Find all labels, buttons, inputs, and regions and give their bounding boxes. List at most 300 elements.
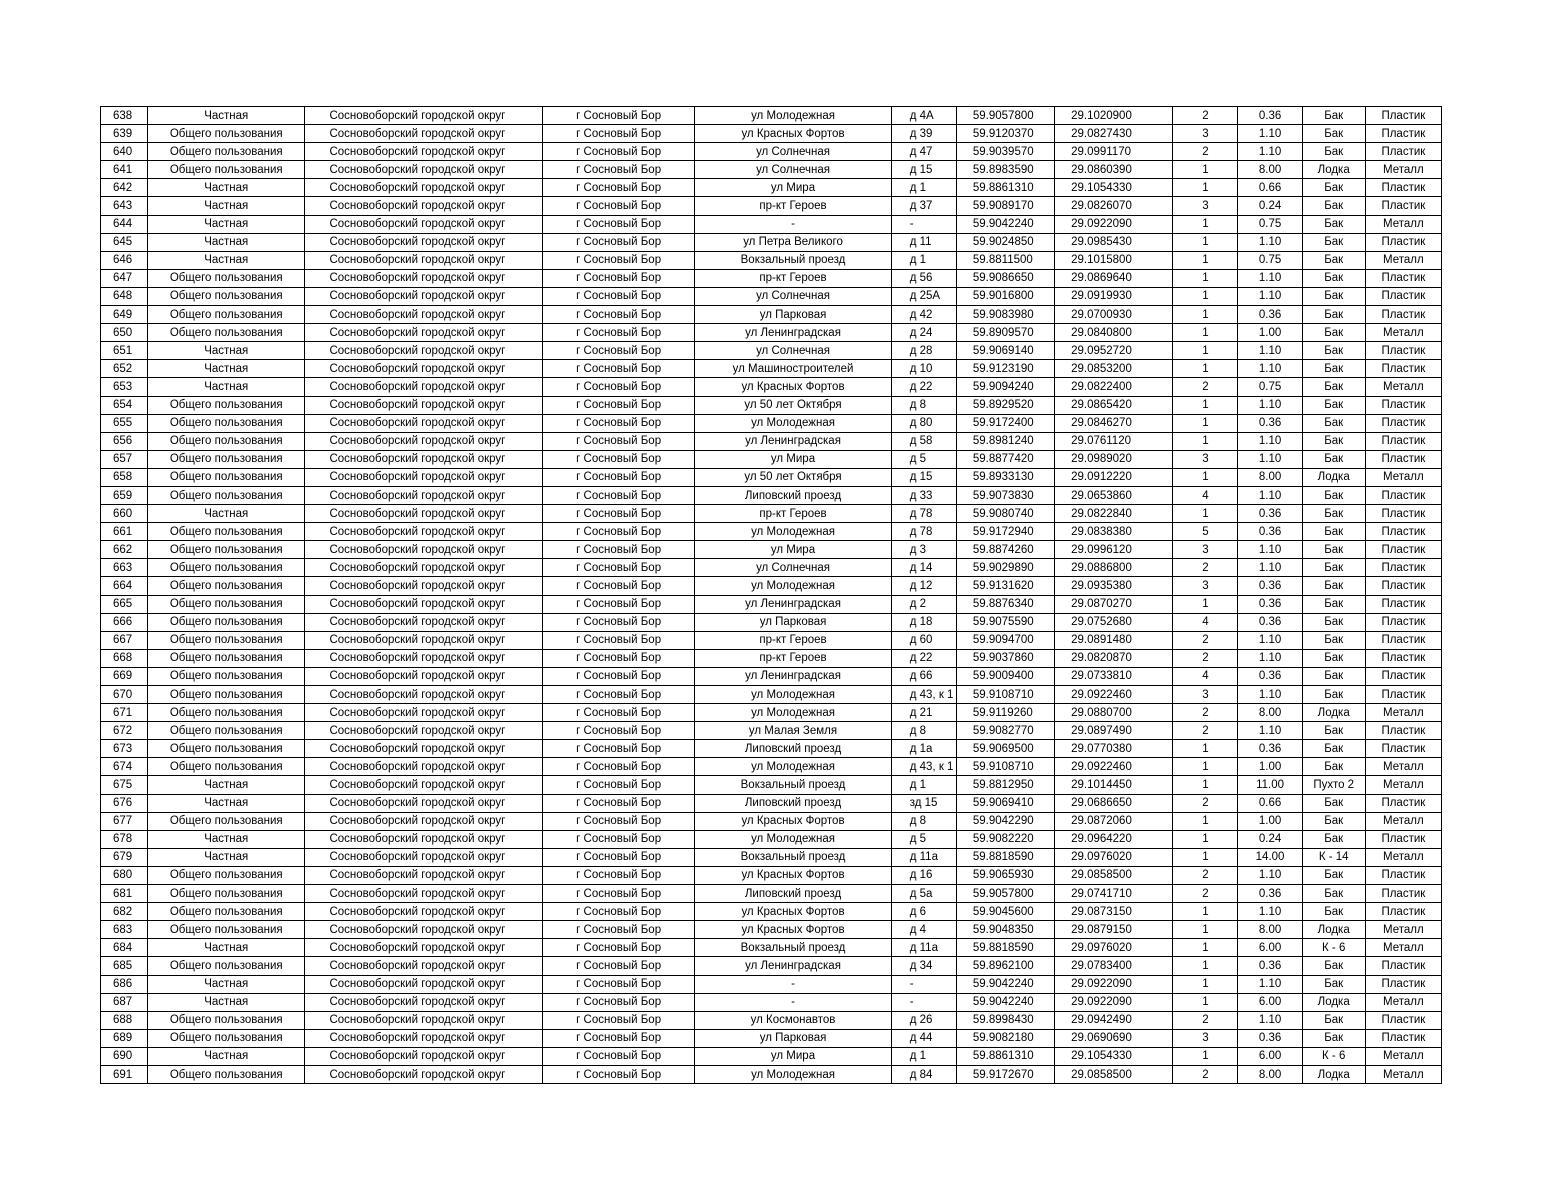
cell-container: Бак (1302, 613, 1365, 631)
cell-container: Пухто 2 (1302, 776, 1365, 794)
cell-lat: 59.9029890 (956, 559, 1054, 577)
cell-type: Частная (148, 107, 305, 125)
cell-street: ул Молодежная (695, 414, 891, 432)
cell-lat: 59.9045600 (956, 903, 1054, 921)
cell-district: Сосновоборский городской округ (305, 505, 543, 523)
cell-material: Пластик (1365, 486, 1441, 504)
cell-type: Общего пользования (148, 704, 305, 722)
cell-district: Сосновоборский городской округ (305, 740, 543, 758)
cell-city: г Сосновый Бор (542, 885, 694, 903)
cell-count: 1 (1173, 975, 1238, 993)
cell-lon: 29.0690690 (1055, 1029, 1173, 1047)
cell-material: Пластик (1365, 686, 1441, 704)
cell-count: 2 (1173, 866, 1238, 884)
cell-lat: 59.9082220 (956, 830, 1054, 848)
cell-street: ул Солнечная (695, 161, 891, 179)
cell-num: 673 (101, 740, 148, 758)
cell-count: 3 (1173, 577, 1238, 595)
cell-volume: 1.10 (1238, 866, 1302, 884)
cell-house: д 10 (891, 360, 956, 378)
cell-num: 651 (101, 342, 148, 360)
cell-lat: 59.9094240 (956, 378, 1054, 396)
cell-lat: 59.8981240 (956, 432, 1054, 450)
container-sites-table (100, 106, 1442, 1084)
cell-street: ул Красных Фортов (695, 921, 891, 939)
cell-container: Бак (1302, 740, 1365, 758)
cell-district: Сосновоборский городской округ (305, 577, 543, 595)
cell-district: Сосновоборский городской округ (305, 125, 543, 143)
cell-type: Частная (148, 1047, 305, 1065)
cell-num: 652 (101, 360, 148, 378)
cell-lat: 59.8861310 (956, 1047, 1054, 1065)
cell-street: ул Молодежная (695, 523, 891, 541)
cell-volume: 1.10 (1238, 432, 1302, 450)
cell-city: г Сосновый Бор (542, 396, 694, 414)
cell-street: ул Мира (695, 450, 891, 468)
cell-house: д 11а (891, 939, 956, 957)
cell-type: Общего пользования (148, 631, 305, 649)
cell-house: - (891, 215, 956, 233)
cell-container: Бак (1302, 812, 1365, 830)
cell-volume: 0.24 (1238, 197, 1302, 215)
cell-volume: 1.10 (1238, 649, 1302, 667)
cell-lon: 29.0858500 (1055, 1065, 1173, 1083)
cell-district: Сосновоборский городской округ (305, 432, 543, 450)
cell-house: д 2 (891, 595, 956, 613)
cell-city: г Сосновый Бор (542, 939, 694, 957)
cell-lon: 29.0733810 (1055, 667, 1173, 685)
cell-type: Общего пользования (148, 324, 305, 342)
cell-volume: 0.36 (1238, 1029, 1302, 1047)
cell-volume: 1.10 (1238, 143, 1302, 161)
cell-num: 664 (101, 577, 148, 595)
cell-material: Пластик (1365, 414, 1441, 432)
cell-lat: 59.9080740 (956, 505, 1054, 523)
cell-street: ул Солнечная (695, 559, 891, 577)
cell-city: г Сосновый Бор (542, 903, 694, 921)
cell-count: 2 (1173, 649, 1238, 667)
cell-type: Частная (148, 794, 305, 812)
cell-material: Металл (1365, 704, 1441, 722)
table-row (101, 957, 1442, 975)
cell-material: Пластик (1365, 957, 1441, 975)
cell-num: 655 (101, 414, 148, 432)
table-row (101, 1011, 1442, 1029)
cell-type: Общего пользования (148, 143, 305, 161)
cell-house: д 1 (891, 179, 956, 197)
cell-district: Сосновоборский городской округ (305, 360, 543, 378)
table-row (101, 667, 1442, 685)
cell-material: Пластик (1365, 649, 1441, 667)
cell-volume: 0.36 (1238, 107, 1302, 125)
cell-container: Бак (1302, 360, 1365, 378)
cell-count: 1 (1173, 758, 1238, 776)
cell-type: Общего пользования (148, 559, 305, 577)
table-row (101, 1047, 1442, 1065)
cell-volume: 0.66 (1238, 179, 1302, 197)
cell-city: г Сосновый Бор (542, 740, 694, 758)
table-row (101, 704, 1442, 722)
cell-container: Бак (1302, 233, 1365, 251)
table-row (101, 631, 1442, 649)
cell-house: д 28 (891, 342, 956, 360)
cell-num: 672 (101, 722, 148, 740)
cell-container: Бак (1302, 215, 1365, 233)
cell-house: д 3 (891, 541, 956, 559)
cell-volume: 8.00 (1238, 161, 1302, 179)
table-row (101, 505, 1442, 523)
cell-district: Сосновоборский городской округ (305, 595, 543, 613)
cell-container: Бак (1302, 523, 1365, 541)
cell-volume: 6.00 (1238, 1047, 1302, 1065)
table-row (101, 107, 1442, 125)
cell-count: 1 (1173, 595, 1238, 613)
cell-type: Частная (148, 360, 305, 378)
cell-container: Бак (1302, 541, 1365, 559)
cell-lon: 29.0886800 (1055, 559, 1173, 577)
cell-city: г Сосновый Бор (542, 251, 694, 269)
cell-district: Сосновоборский городской округ (305, 450, 543, 468)
cell-lat: 59.9082180 (956, 1029, 1054, 1047)
cell-lon: 29.0653860 (1055, 486, 1173, 504)
cell-street: ул Красных Фортов (695, 125, 891, 143)
cell-material: Пластик (1365, 450, 1441, 468)
table-row (101, 722, 1442, 740)
cell-volume: 1.10 (1238, 269, 1302, 287)
cell-lon: 29.0860390 (1055, 161, 1173, 179)
cell-street: Вокзальный проезд (695, 848, 891, 866)
cell-house: д 4А (891, 107, 956, 125)
cell-num: 640 (101, 143, 148, 161)
cell-type: Общего пользования (148, 306, 305, 324)
cell-city: г Сосновый Бор (542, 378, 694, 396)
cell-district: Сосновоборский городской округ (305, 1047, 543, 1065)
cell-house: д 24 (891, 324, 956, 342)
cell-type: Общего пользования (148, 523, 305, 541)
cell-house: д 25А (891, 287, 956, 305)
cell-material: Пластик (1365, 197, 1441, 215)
cell-street: Вокзальный проезд (695, 251, 891, 269)
cell-lat: 59.9069140 (956, 342, 1054, 360)
cell-num: 684 (101, 939, 148, 957)
cell-district: Сосновоборский городской округ (305, 686, 543, 704)
cell-volume: 0.66 (1238, 794, 1302, 812)
table-row (101, 885, 1442, 903)
cell-num: 663 (101, 559, 148, 577)
cell-material: Металл (1365, 939, 1441, 957)
cell-street: ул Солнечная (695, 287, 891, 305)
cell-district: Сосновоборский городской округ (305, 143, 543, 161)
cell-lon: 29.0846270 (1055, 414, 1173, 432)
cell-lat: 59.9172940 (956, 523, 1054, 541)
cell-house: д 37 (891, 197, 956, 215)
cell-num: 644 (101, 215, 148, 233)
cell-type: Частная (148, 233, 305, 251)
cell-count: 2 (1173, 143, 1238, 161)
cell-district: Сосновоборский городской округ (305, 233, 543, 251)
cell-volume: 11.00 (1238, 776, 1302, 794)
cell-volume: 1.10 (1238, 1011, 1302, 1029)
cell-count: 1 (1173, 993, 1238, 1011)
cell-num: 646 (101, 251, 148, 269)
cell-container: К - 14 (1302, 848, 1365, 866)
cell-volume: 0.36 (1238, 667, 1302, 685)
table-row (101, 378, 1442, 396)
cell-lat: 59.9172670 (956, 1065, 1054, 1083)
cell-lat: 59.9024850 (956, 233, 1054, 251)
cell-lon: 29.0865420 (1055, 396, 1173, 414)
cell-lat: 59.9120370 (956, 125, 1054, 143)
table-row (101, 577, 1442, 595)
cell-lat: 59.9042290 (956, 812, 1054, 830)
cell-district: Сосновоборский городской округ (305, 921, 543, 939)
cell-street: ул Красных Фортов (695, 812, 891, 830)
cell-count: 1 (1173, 324, 1238, 342)
cell-lon: 29.0822840 (1055, 505, 1173, 523)
cell-material: Пластик (1365, 107, 1441, 125)
cell-type: Общего пользования (148, 722, 305, 740)
cell-count: 1 (1173, 215, 1238, 233)
cell-lon: 29.0752680 (1055, 613, 1173, 631)
cell-city: г Сосновый Бор (542, 993, 694, 1011)
cell-house: д 47 (891, 143, 956, 161)
cell-type: Общего пользования (148, 125, 305, 143)
cell-house: д 1 (891, 776, 956, 794)
cell-container: Лодка (1302, 704, 1365, 722)
table-row (101, 613, 1442, 631)
cell-volume: 0.36 (1238, 306, 1302, 324)
cell-container: Бак (1302, 107, 1365, 125)
cell-type: Общего пользования (148, 1011, 305, 1029)
cell-street: ул Ленинградская (695, 957, 891, 975)
cell-lat: 59.9057800 (956, 107, 1054, 125)
cell-city: г Сосновый Бор (542, 505, 694, 523)
cell-city: г Сосновый Бор (542, 125, 694, 143)
cell-city: г Сосновый Бор (542, 360, 694, 378)
cell-num: 657 (101, 450, 148, 468)
cell-container: К - 6 (1302, 939, 1365, 957)
cell-volume: 1.10 (1238, 631, 1302, 649)
cell-material: Пластик (1365, 360, 1441, 378)
cell-type: Частная (148, 993, 305, 1011)
cell-material: Металл (1365, 215, 1441, 233)
cell-district: Сосновоборский городской округ (305, 523, 543, 541)
table-row (101, 848, 1442, 866)
cell-material: Пластик (1365, 740, 1441, 758)
table-row (101, 812, 1442, 830)
cell-volume: 0.36 (1238, 505, 1302, 523)
cell-city: г Сосновый Бор (542, 414, 694, 432)
cell-district: Сосновоборский городской округ (305, 758, 543, 776)
cell-num: 681 (101, 885, 148, 903)
cell-volume: 0.36 (1238, 740, 1302, 758)
cell-volume: 1.10 (1238, 125, 1302, 143)
cell-district: Сосновоборский городской округ (305, 107, 543, 125)
cell-district: Сосновоборский городской округ (305, 1029, 543, 1047)
cell-city: г Сосновый Бор (542, 830, 694, 848)
cell-num: 687 (101, 993, 148, 1011)
cell-type: Частная (148, 197, 305, 215)
cell-container: Бак (1302, 559, 1365, 577)
cell-num: 683 (101, 921, 148, 939)
cell-city: г Сосновый Бор (542, 523, 694, 541)
cell-lon: 29.0827430 (1055, 125, 1173, 143)
cell-house: д 43, к 1 (891, 758, 956, 776)
table-row (101, 287, 1442, 305)
cell-material: Металл (1365, 161, 1441, 179)
cell-lon: 29.0922460 (1055, 758, 1173, 776)
cell-count: 1 (1173, 432, 1238, 450)
cell-count: 1 (1173, 830, 1238, 848)
cell-street: - (695, 975, 891, 993)
cell-num: 686 (101, 975, 148, 993)
cell-num: 679 (101, 848, 148, 866)
cell-num: 650 (101, 324, 148, 342)
cell-num: 680 (101, 866, 148, 884)
cell-district: Сосновоборский городской округ (305, 269, 543, 287)
cell-city: г Сосновый Бор (542, 613, 694, 631)
cell-type: Общего пользования (148, 667, 305, 685)
cell-material: Пластик (1365, 722, 1441, 740)
cell-type: Общего пользования (148, 613, 305, 631)
cell-lon: 29.0873150 (1055, 903, 1173, 921)
cell-volume: 0.75 (1238, 378, 1302, 396)
cell-count: 1 (1173, 740, 1238, 758)
table-row (101, 269, 1442, 287)
cell-house: д 43, к 1 (891, 686, 956, 704)
cell-lat: 59.9065930 (956, 866, 1054, 884)
cell-count: 3 (1173, 450, 1238, 468)
cell-district: Сосновоборский городской округ (305, 722, 543, 740)
cell-volume: 0.75 (1238, 215, 1302, 233)
cell-count: 2 (1173, 704, 1238, 722)
cell-type: Общего пользования (148, 432, 305, 450)
cell-material: Пластик (1365, 269, 1441, 287)
cell-material: Пластик (1365, 830, 1441, 848)
cell-count: 3 (1173, 1029, 1238, 1047)
cell-type: Частная (148, 342, 305, 360)
cell-container: Бак (1302, 125, 1365, 143)
cell-street: ул Малая Земля (695, 722, 891, 740)
cell-lon: 29.0822400 (1055, 378, 1173, 396)
cell-count: 4 (1173, 613, 1238, 631)
cell-num: 654 (101, 396, 148, 414)
table-row (101, 649, 1442, 667)
cell-street: пр-кт Героев (695, 197, 891, 215)
cell-type: Общего пользования (148, 885, 305, 903)
cell-lon: 29.0858500 (1055, 866, 1173, 884)
cell-lat: 59.8811500 (956, 251, 1054, 269)
cell-lon: 29.0770380 (1055, 740, 1173, 758)
cell-lat: 59.9094700 (956, 631, 1054, 649)
cell-num: 653 (101, 378, 148, 396)
cell-count: 4 (1173, 667, 1238, 685)
cell-lon: 29.0942490 (1055, 1011, 1173, 1029)
cell-num: 688 (101, 1011, 148, 1029)
cell-volume: 8.00 (1238, 468, 1302, 486)
cell-material: Металл (1365, 758, 1441, 776)
table-row (101, 758, 1442, 776)
cell-container: Бак (1302, 486, 1365, 504)
cell-house: д 44 (891, 1029, 956, 1047)
cell-house: д 58 (891, 432, 956, 450)
cell-count: 3 (1173, 541, 1238, 559)
table-row (101, 179, 1442, 197)
cell-volume: 1.10 (1238, 287, 1302, 305)
cell-street: ул Ленинградская (695, 432, 891, 450)
cell-house: д 6 (891, 903, 956, 921)
cell-city: г Сосновый Бор (542, 921, 694, 939)
cell-container: Бак (1302, 505, 1365, 523)
cell-district: Сосновоборский городской округ (305, 631, 543, 649)
cell-container: Лодка (1302, 468, 1365, 486)
cell-city: г Сосновый Бор (542, 758, 694, 776)
cell-count: 1 (1173, 233, 1238, 251)
cell-count: 2 (1173, 559, 1238, 577)
cell-district: Сосновоборский городской округ (305, 161, 543, 179)
table-row (101, 396, 1442, 414)
cell-volume: 1.10 (1238, 450, 1302, 468)
cell-street: Липовский проезд (695, 740, 891, 758)
cell-volume: 0.36 (1238, 595, 1302, 613)
cell-lon: 29.0700930 (1055, 306, 1173, 324)
cell-street: ул Парковая (695, 1029, 891, 1047)
cell-type: Общего пользования (148, 649, 305, 667)
cell-count: 1 (1173, 921, 1238, 939)
cell-lat: 59.8998430 (956, 1011, 1054, 1029)
table-row (101, 830, 1442, 848)
cell-house: д 22 (891, 649, 956, 667)
table-row (101, 143, 1442, 161)
cell-num: 691 (101, 1065, 148, 1083)
cell-lon: 29.0922460 (1055, 686, 1173, 704)
cell-num: 645 (101, 233, 148, 251)
cell-material: Металл (1365, 812, 1441, 830)
cell-district: Сосновоборский городской округ (305, 993, 543, 1011)
cell-lat: 59.8818590 (956, 848, 1054, 866)
cell-count: 1 (1173, 396, 1238, 414)
cell-type: Общего пользования (148, 866, 305, 884)
cell-container: Бак (1302, 450, 1365, 468)
cell-volume: 1.10 (1238, 559, 1302, 577)
cell-count: 3 (1173, 197, 1238, 215)
cell-lon: 29.0952720 (1055, 342, 1173, 360)
cell-city: г Сосновый Бор (542, 324, 694, 342)
table-row (101, 740, 1442, 758)
cell-house: д 34 (891, 957, 956, 975)
cell-lon: 29.0919930 (1055, 287, 1173, 305)
cell-city: г Сосновый Бор (542, 233, 694, 251)
cell-lat: 59.8812950 (956, 776, 1054, 794)
cell-container: Бак (1302, 758, 1365, 776)
cell-material: Пластик (1365, 233, 1441, 251)
cell-district: Сосновоборский городской округ (305, 396, 543, 414)
cell-house: д 60 (891, 631, 956, 649)
cell-street: ул Ленинградская (695, 667, 891, 685)
cell-street: Вокзальный проезд (695, 776, 891, 794)
cell-district: Сосновоборский городской округ (305, 559, 543, 577)
cell-volume: 0.75 (1238, 251, 1302, 269)
cell-city: г Сосновый Бор (542, 1011, 694, 1029)
cell-house: д 8 (891, 722, 956, 740)
cell-district: Сосновоборский городской округ (305, 975, 543, 993)
cell-street: ул Космонавтов (695, 1011, 891, 1029)
cell-num: 665 (101, 595, 148, 613)
cell-street: пр-кт Героев (695, 631, 891, 649)
cell-house: д 78 (891, 523, 956, 541)
cell-city: г Сосновый Бор (542, 649, 694, 667)
cell-material: Пластик (1365, 577, 1441, 595)
